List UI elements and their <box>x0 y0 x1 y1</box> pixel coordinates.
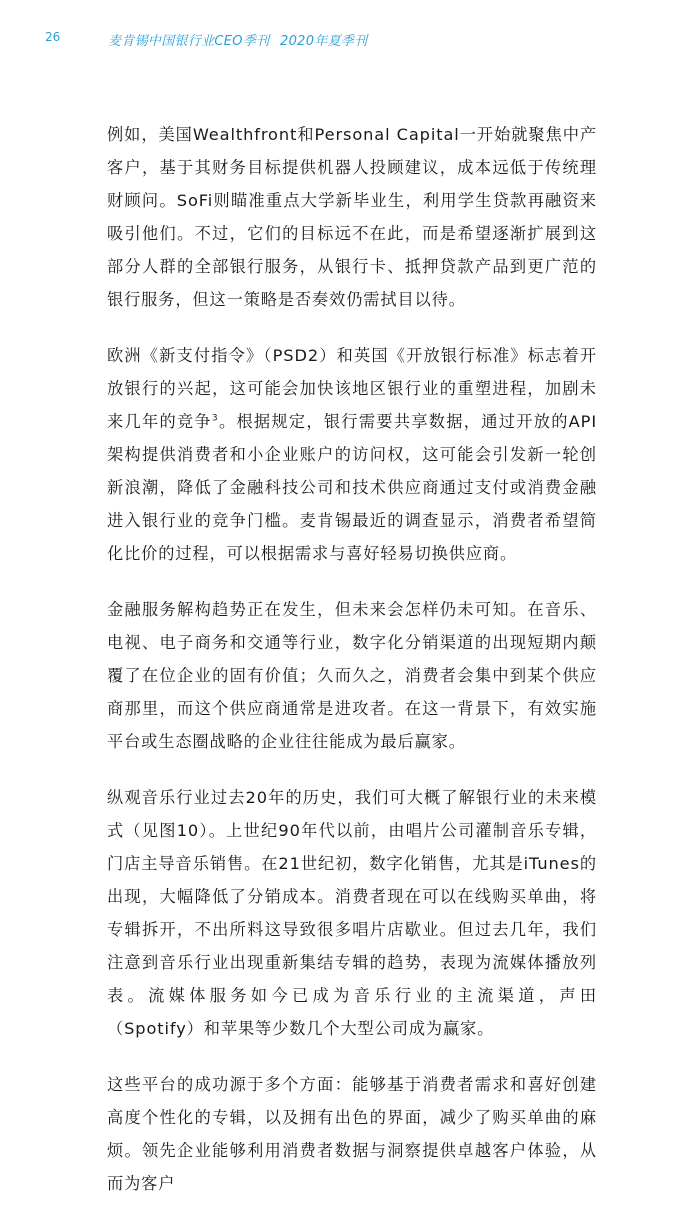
issue-label: 2020年夏季刊 <box>280 34 368 49</box>
paragraph-open-banking-text-1: 欧洲《新支付指令》（PSD2）和英国《开放银行标准》标志着开放银行的兴起，这可能会加快该地区银行业的重塑进程，加剧未来几年的竞争 <box>107 346 597 431</box>
paragraph-wealthfront: 例如，美国Wealthfront和Personal Capital一开始就聚焦中产客户，基于其财务目标提供机器人投顾建议，成本远低于传统理财顾问。SoFi则瞄准重点大学新毕业生，利用学生贷款再融资来吸引他们。不过，它们的目标远不在此，而是希望逐渐扩展到这部分人群的全部银行服务，从银行卡、抵押贷款产品到更广范的银行服务，但这一策略是否奏效仍需拭目以待。 <box>107 125 597 309</box>
paragraph-platform-success: 这些平台的成功源于多个方面：能够基于消费者需求和喜好创建高度个性化的专辑，以及拥有出色的界面，减少了购买单曲的麻烦。领先企业能够利用消费者数据与洞察提供卓越客户体验，从而为客户 <box>107 1075 597 1193</box>
running-title: 麦肯锡中国银行业CEO季刊 <box>108 34 270 49</box>
page-number: 26 <box>45 30 61 44</box>
paragraph-unbundling: 金融服务解构趋势正在发生，但未来会怎样仍未可知。在音乐、电视、电子商务和交通等行业，数字化分销渠道的出现短期内颠覆了在位企业的固有价值；久而久之，消费者会集中到某个供应商那里，而这个供应商通常是进攻者。在这一背景下，有效实施平台或生态圈战略的企业往往能成为最后赢家。 <box>107 600 597 751</box>
paragraph-open-banking-text-2: 。根据规定，银行需要共享数据，通过开放的API架构提供消费者和小企业账户的访问权，这可能会引发新一轮创新浪潮，降低了金融科技公司和技术供应商通过支付或消费金融进入银行业的竞争门槛。麦肯锡最近的调查显示，消费者希望简化比价的过程，可以根据需求与喜好轻易切换供应商。 <box>107 412 597 563</box>
footnote-reference: 3 <box>211 413 219 424</box>
paragraph-music-industry: 纵观音乐行业过去20年的历史，我们可大概了解银行业的未来模式（见图10）。上世纪90年代以前，由唱片公司灌制音乐专辑，门店主导音乐销售。在21世纪初，数字化销售，尤其是iTunes的出现，大幅降低了分销成本。消费者现在可以在线购买单曲，将专辑拆开，不出所料这导致很多唱片店歇业。但过去几年，我们注意到音乐行业出现重新集结专辑的趋势，表现为流媒体播放列表。流媒体服务如今已成为音乐行业的主流渠道，声田（Spotify）和苹果等少数几个大型公司成为赢家。 <box>107 788 598 1038</box>
page-header <box>0 30 700 50</box>
paragraph-open-banking <box>107 339 597 570</box>
article-body <box>107 118 597 1223</box>
